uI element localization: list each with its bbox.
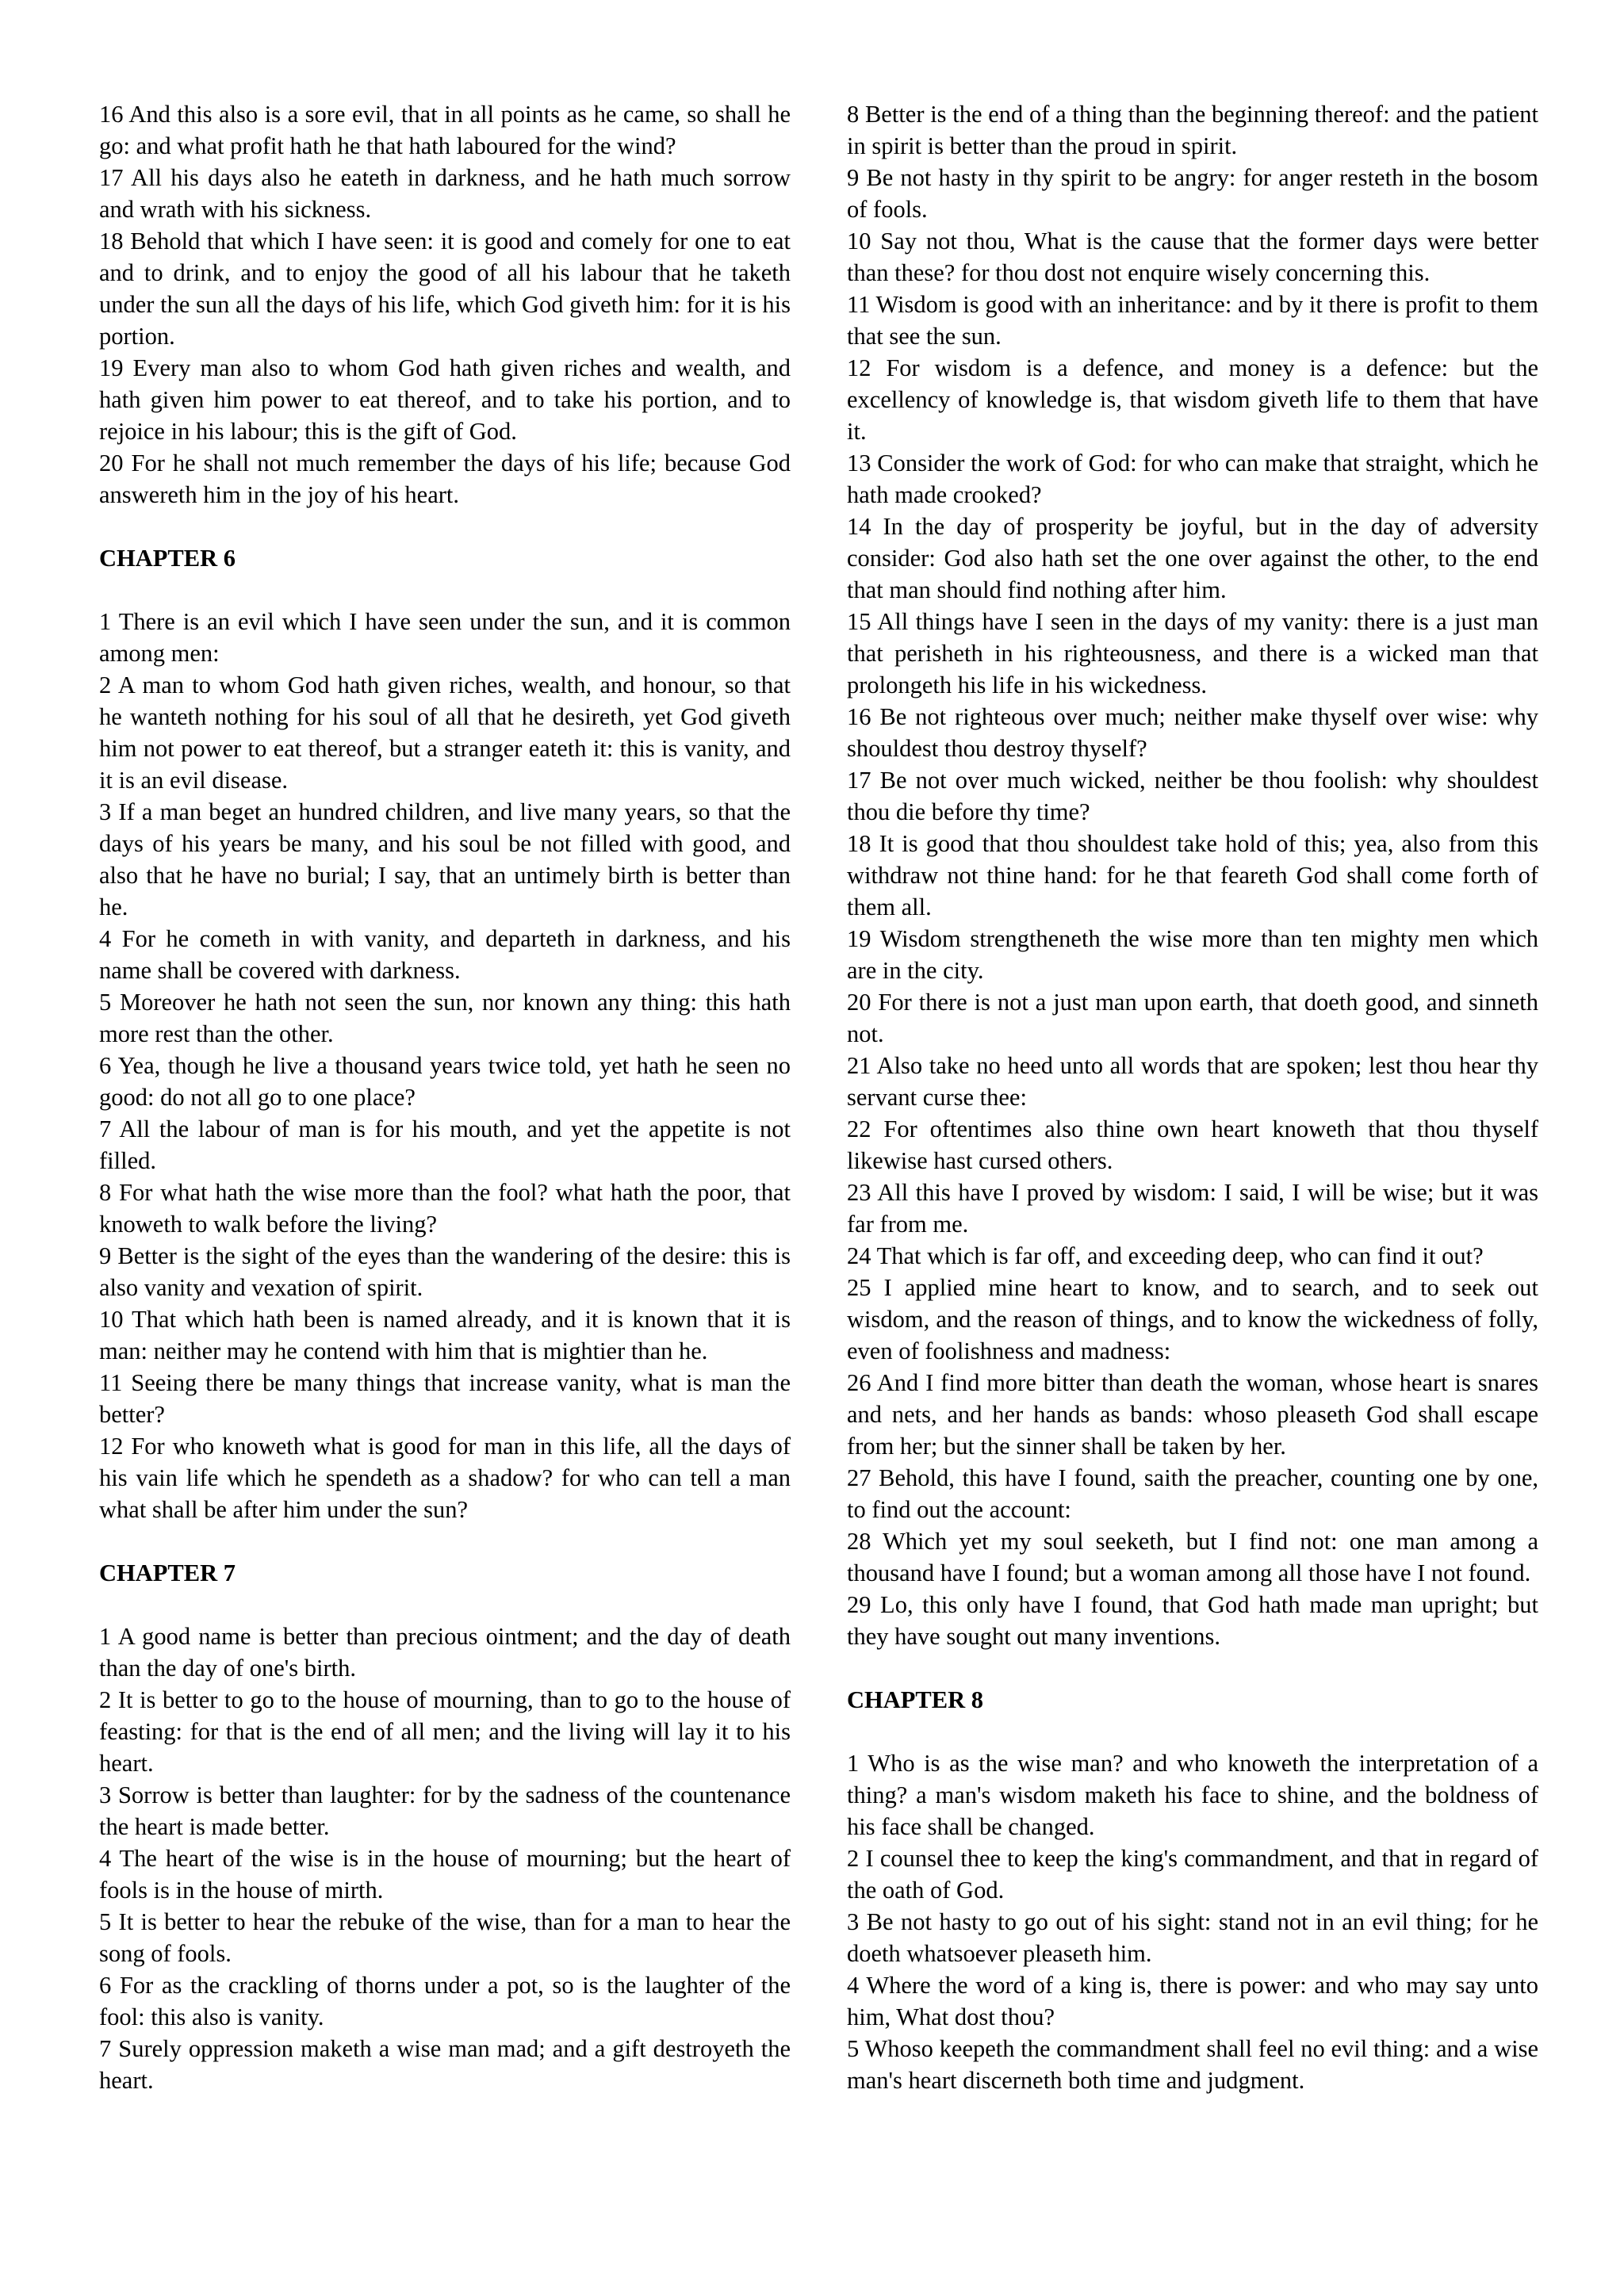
verse: 11 Seeing there be many things that increase vanity, what is man the better? — [99, 1369, 791, 1428]
verse: 3 Be not hasty to go out of his sight: stand not in an evil thing; for he doeth whatsoever pleaseth him. — [847, 1908, 1538, 1967]
verse: 1 A good name is better than precious ointment; and the day of death than the day of one's birth. — [99, 1623, 791, 1682]
verse: 4 For he cometh in with vanity, and departeth in darkness, and his name shall be covered with darkness. — [99, 925, 791, 984]
verse: 5 Moreover he hath not seen the sun, nor known any thing: this hath more rest than the other. — [99, 989, 791, 1047]
verse: 27 Behold, this have I found, saith the preacher, counting one by one, to find out the account: — [847, 1464, 1538, 1523]
left-column — [99, 98, 791, 2096]
verse: 19 Every man also to whom God hath given riches and wealth, and hath given him power to eat thereof, and to take his portion, and to rejoice in his labour; this is the gift of God. — [99, 354, 791, 445]
verse: 17 All his days also he eateth in darkness, and he hath much sorrow and wrath with his sickness. — [99, 164, 791, 223]
verse: 20 For there is not a just man upon earth, that doeth good, and sinneth not. — [847, 989, 1538, 1047]
verse: 13 Consider the work of God: for who can make that straight, which he hath made crooked? — [847, 450, 1538, 508]
verse: 5 It is better to hear the rebuke of the wise, than for a man to hear the song of fools. — [99, 1908, 791, 1967]
verse: 7 Surely oppression maketh a wise man mad; and a gift destroyeth the heart. — [99, 2035, 791, 2094]
verse: 15 All things have I seen in the days of my vanity: there is a just man that perisheth in his righteousness, and there is a wicked man that prolongeth his life in his wickedness. — [847, 608, 1538, 698]
verse: 23 All this have I proved by wisdom: I said, I will be wise; but it was far from me. — [847, 1179, 1538, 1238]
chapter-heading: CHAPTER 7 — [99, 1559, 236, 1586]
verse: 4 The heart of the wise is in the house of mourning; but the heart of fools is in the house of mirth. — [99, 1845, 791, 1904]
verse: 3 If a man beget an hundred children, and live many years, so that the days of his years be many, and his soul be not filled with good, and also that he have no burial; I say, that an untimely birth is better than he. — [99, 798, 791, 920]
verse: 2 I counsel thee to keep the king's commandment, and that in regard of the oath of God. — [847, 1845, 1538, 1904]
verse: 1 Who is as the wise man? and who knoweth the interpretation of a thing? a man's wisdom maketh his face to shine, and the boldness of his face shall be changed. — [847, 1750, 1538, 1840]
verse: 28 Which yet my soul seeketh, but I find not: one man among a thousand have I found; but a woman among all those have I not found. — [847, 1528, 1538, 1586]
verse: 6 For as the crackling of thorns under a pot, so is the laughter of the fool: this also is vanity. — [99, 1972, 791, 2030]
verse: 9 Be not hasty in thy spirit to be angry: for anger resteth in the bosom of fools. — [847, 164, 1538, 223]
verse: 7 All the labour of man is for his mouth, and yet the appetite is not filled. — [99, 1115, 791, 1174]
verse: 2 A man to whom God hath given riches, wealth, and honour, so that he wanteth nothing for his soul of all that he desireth, yet God giveth him not power to eat thereof, but a stranger eateth it: this is vanity, and it is an evil disease. — [99, 672, 791, 794]
verse: 4 Where the word of a king is, there is power: and who may say unto him, What dost thou? — [847, 1972, 1538, 2030]
verse: 16 And this also is a sore evil, that in all points as he came, so shall he go: and what profit hath he that hath laboured for the wind? — [99, 101, 791, 159]
verse: 18 Behold that which I have seen: it is good and comely for one to eat and to drink, and to enjoy the good of all his labour that he taketh under the sun all the days of his life, which God giveth him: for it is his portion. — [99, 228, 791, 350]
chapter-heading: CHAPTER 8 — [847, 1686, 983, 1713]
verse: 9 Better is the sight of the eyes than the wandering of the desire: this is also vanity and vexation of spirit. — [99, 1242, 791, 1301]
verse: 29 Lo, this only have I found, that God hath made man upright; but they have sought out many inventions. — [847, 1591, 1538, 1650]
verse: 8 Better is the end of a thing than the beginning thereof: and the patient in spirit is better than the proud in spirit. — [847, 101, 1538, 159]
verse: 12 For who knoweth what is good for man in this life, all the days of his vain life which he spendeth as a shadow? for who can tell a man what shall be after him under the sun? — [99, 1433, 791, 1523]
verse: 26 And I find more bitter than death the woman, whose heart is snares and nets, and her hands as bands: whoso pleaseth God shall escape from her; but the sinner shall be taken by her. — [847, 1369, 1538, 1460]
chapter-heading: CHAPTER 6 — [99, 545, 236, 572]
verse: 18 It is good that thou shouldest take hold of this; yea, also from this withdraw not thine hand: for he that feareth God shall come forth of them all. — [847, 830, 1538, 920]
verse: 6 Yea, though he live a thousand years twice told, yet hath he seen no good: do not all go to one place? — [99, 1052, 791, 1111]
verse: 25 I applied mine heart to know, and to search, and to seek out wisdom, and the reason of things, and to know the wickedness of folly, even of foolishness and madness: — [847, 1274, 1538, 1364]
verse: 5 Whoso keepeth the commandment shall feel no evil thing: and a wise man's heart discerneth both time and judgment. — [847, 2035, 1538, 2094]
verse: 10 Say not thou, What is the cause that the former days were better than these? for thou dost not enquire wisely concerning this. — [847, 228, 1538, 286]
verse: 21 Also take no heed unto all words that are spoken; lest thou hear thy servant curse thee: — [847, 1052, 1538, 1111]
verse: 2 It is better to go to the house of mourning, than to go to the house of feasting: for that is the end of all men; and the living will lay it to his heart. — [99, 1686, 791, 1777]
verse: 24 That which is far off, and exceeding deep, who can find it out? — [847, 1242, 1484, 1269]
verse: 3 Sorrow is better than laughter: for by the sadness of the countenance the heart is made better. — [99, 1781, 791, 1840]
right-column — [847, 98, 1538, 2096]
verse: 11 Wisdom is good with an inheritance: and by it there is profit to them that see the sun. — [847, 291, 1538, 350]
verse: 1 There is an evil which I have seen under the sun, and it is common among men: — [99, 608, 791, 667]
verse: 22 For oftentimes also thine own heart knoweth that thou thyself likewise hast cursed others. — [847, 1115, 1538, 1174]
verse: 17 Be not over much wicked, neither be thou foolish: why shouldest thou die before thy time? — [847, 767, 1538, 825]
verse: 19 Wisdom strengtheneth the wise more than ten mighty men which are in the city. — [847, 925, 1538, 984]
verse: 14 In the day of prosperity be joyful, but in the day of adversity consider: God also hath set the one over against the other, to the end that man should find nothing after him. — [847, 513, 1538, 603]
verse: 8 For what hath the wise more than the fool? what hath the poor, that knoweth to walk before the living? — [99, 1179, 791, 1238]
verse: 20 For he shall not much remember the days of his life; because God answereth him in the joy of his heart. — [99, 450, 791, 508]
verse: 12 For wisdom is a defence, and money is a defence: but the excellency of knowledge is, that wisdom giveth life to them that have it. — [847, 354, 1538, 445]
verse: 16 Be not righteous over much; neither make thyself over wise: why shouldest thou destroy thyself? — [847, 703, 1538, 762]
verse: 10 That which hath been is named already, and it is known that it is man: neither may he contend with him that is mightier than he. — [99, 1306, 791, 1364]
